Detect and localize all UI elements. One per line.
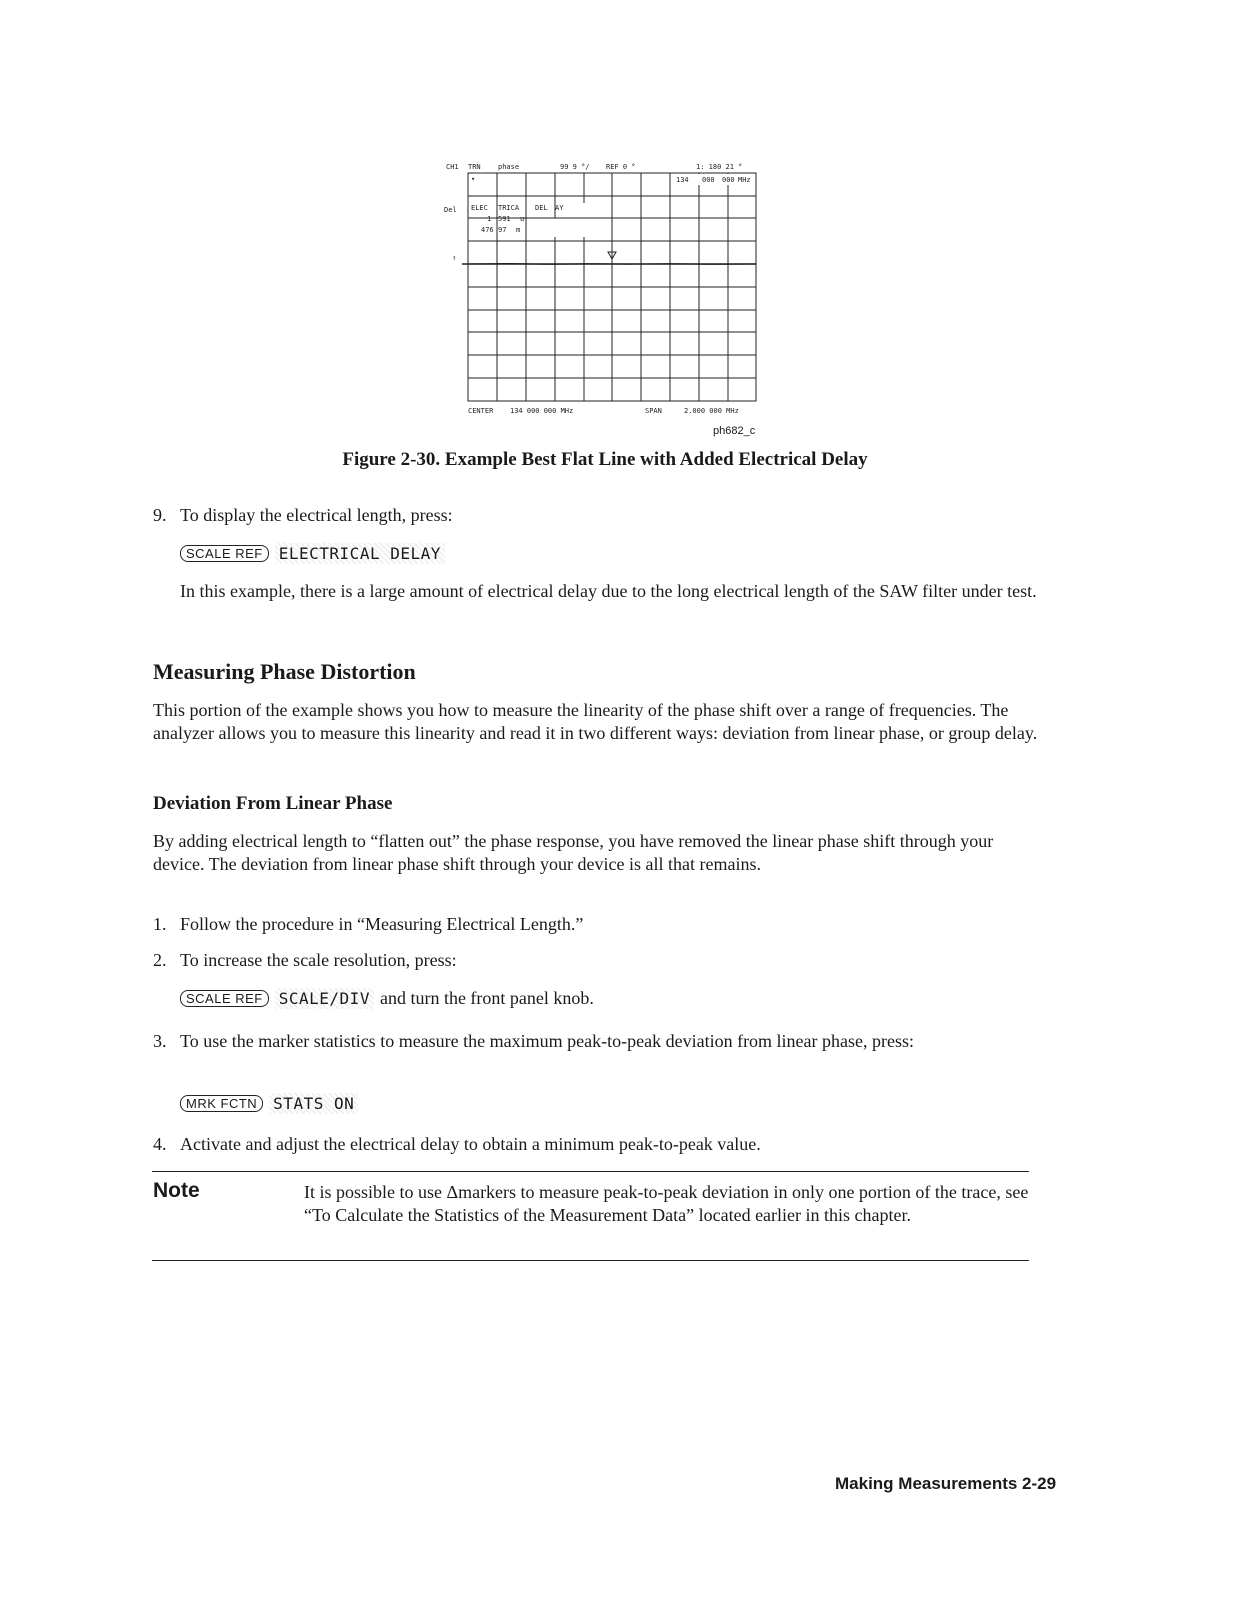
screen-marker-freq-2: 000 <box>702 176 715 184</box>
screen-marker-value: 1: 180 21 ° <box>696 163 743 171</box>
screen-marker-freq-3: 000 <box>722 176 735 184</box>
figure-caption: Figure 2-30. Example Best Flat Line with Added Electrical Delay <box>342 449 868 470</box>
keypress-sequence <box>180 1093 358 1114</box>
step-number: 4. <box>153 1134 167 1154</box>
screen-delay-unit: u <box>520 215 525 223</box>
screen-del-label: Del <box>444 206 457 214</box>
stats-on-softkey[interactable]: STATS ON <box>269 1093 358 1114</box>
step-9-explanation: In this example, there is a large amount of electrical delay due to the long electrical length of the SAW filter under test. <box>180 581 1037 601</box>
figure-id: ph682_c <box>713 425 756 437</box>
screen-center-label: CENTER <box>468 407 494 415</box>
note-bottom-rule <box>152 1260 1029 1261</box>
step-text: Activate and adjust the electrical delay to obtain a minimum peak-to-peak value. <box>180 1134 761 1154</box>
screen-channel-label: CH1 <box>446 163 459 171</box>
step-number: 3. <box>153 1031 167 1051</box>
keypress-sequence <box>180 988 594 1009</box>
section-intro: This portion of the example shows you how to measure the linearity of the phase shift over a range of frequencies. The analyzer allows you to measure this linearity and read it in two different ways: deviation from linear phase, or group delay. <box>153 700 1038 743</box>
footer-section: Making Measurements <box>835 1474 1018 1493</box>
step-text: To increase the scale resolution, press: <box>180 950 457 970</box>
scale-ref-hardkey[interactable]: SCALE REF <box>180 990 269 1007</box>
screen-annotation-part1: ELEC <box>471 204 488 212</box>
screen-marker-freq-4: MHz <box>738 176 751 184</box>
step-number: 9. <box>153 505 167 525</box>
screen-format-label: TRN <box>468 163 481 171</box>
screen-scale-label: 99 9 °/ <box>560 163 590 171</box>
step-text: Follow the procedure in “Measuring Electrical Length.” <box>180 914 584 934</box>
keypress-sequence <box>180 543 445 564</box>
section-heading: Measuring Phase Distortion <box>153 659 416 684</box>
screen-annotation-part2: TRICA <box>498 204 520 212</box>
keypress-suffix: and turn the front panel knob. <box>379 988 594 1008</box>
screen-length-value-1: 476 <box>481 226 494 234</box>
screen-delay-value-1: 1 <box>487 215 492 223</box>
screen-length-unit: m <box>516 226 521 234</box>
scale-ref-hardkey[interactable]: SCALE REF <box>180 545 269 562</box>
mrk-fctn-hardkey[interactable]: MRK FCTN <box>180 1095 263 1112</box>
screen-marker-freq-1: 134 <box>676 176 689 184</box>
subsection-intro: By adding electrical length to “flatten out” the phase response, you have removed the linear phase shift through your device. The deviation from linear phase shift through your device is all that remains. <box>153 831 994 874</box>
subsection-heading: Deviation From Linear Phase <box>153 793 393 814</box>
electrical-delay-softkey[interactable]: ELECTRICAL DELAY <box>275 543 445 564</box>
step-text: To display the electrical length, press: <box>180 505 453 525</box>
screen-ref-tick: ↑ <box>452 254 457 262</box>
screen-annotation-part3: DEL <box>535 204 548 212</box>
screen-span-value: 2.000 000 MHz <box>684 407 739 415</box>
screen-stimulus-marker: ▾ <box>471 175 476 183</box>
scale-div-softkey[interactable]: SCALE/DIV <box>275 988 374 1009</box>
analyzer-screen-figure <box>440 160 780 420</box>
step-number: 1. <box>153 914 167 934</box>
note-label: Note <box>153 1179 200 1202</box>
screen-ref-label: REF 0 ° <box>606 163 636 171</box>
page-number: 2-29 <box>1022 1474 1057 1493</box>
screen-phase-label: phase <box>498 163 520 171</box>
step-number: 2. <box>153 950 167 970</box>
screen-delay-value-2: 591 <box>498 215 511 223</box>
note-text: It is possible to use Δmarkers to measure peak-to-peak deviation in only one portion of the trace, see “To Calculate the Statistics of the Measurement Data” located earlier in this chapter. <box>304 1182 1029 1225</box>
step-text: To use the marker statistics to measure the maximum peak-to-peak deviation from linear phase, press: <box>180 1031 915 1051</box>
note-top-rule <box>152 1171 1029 1172</box>
screen-annotation-part4: AY <box>555 204 564 212</box>
screen-span-label: SPAN <box>645 407 662 415</box>
screen-length-value-2: 97 <box>498 226 507 234</box>
screen-center-value: 134 000 000 MHz <box>510 407 574 415</box>
